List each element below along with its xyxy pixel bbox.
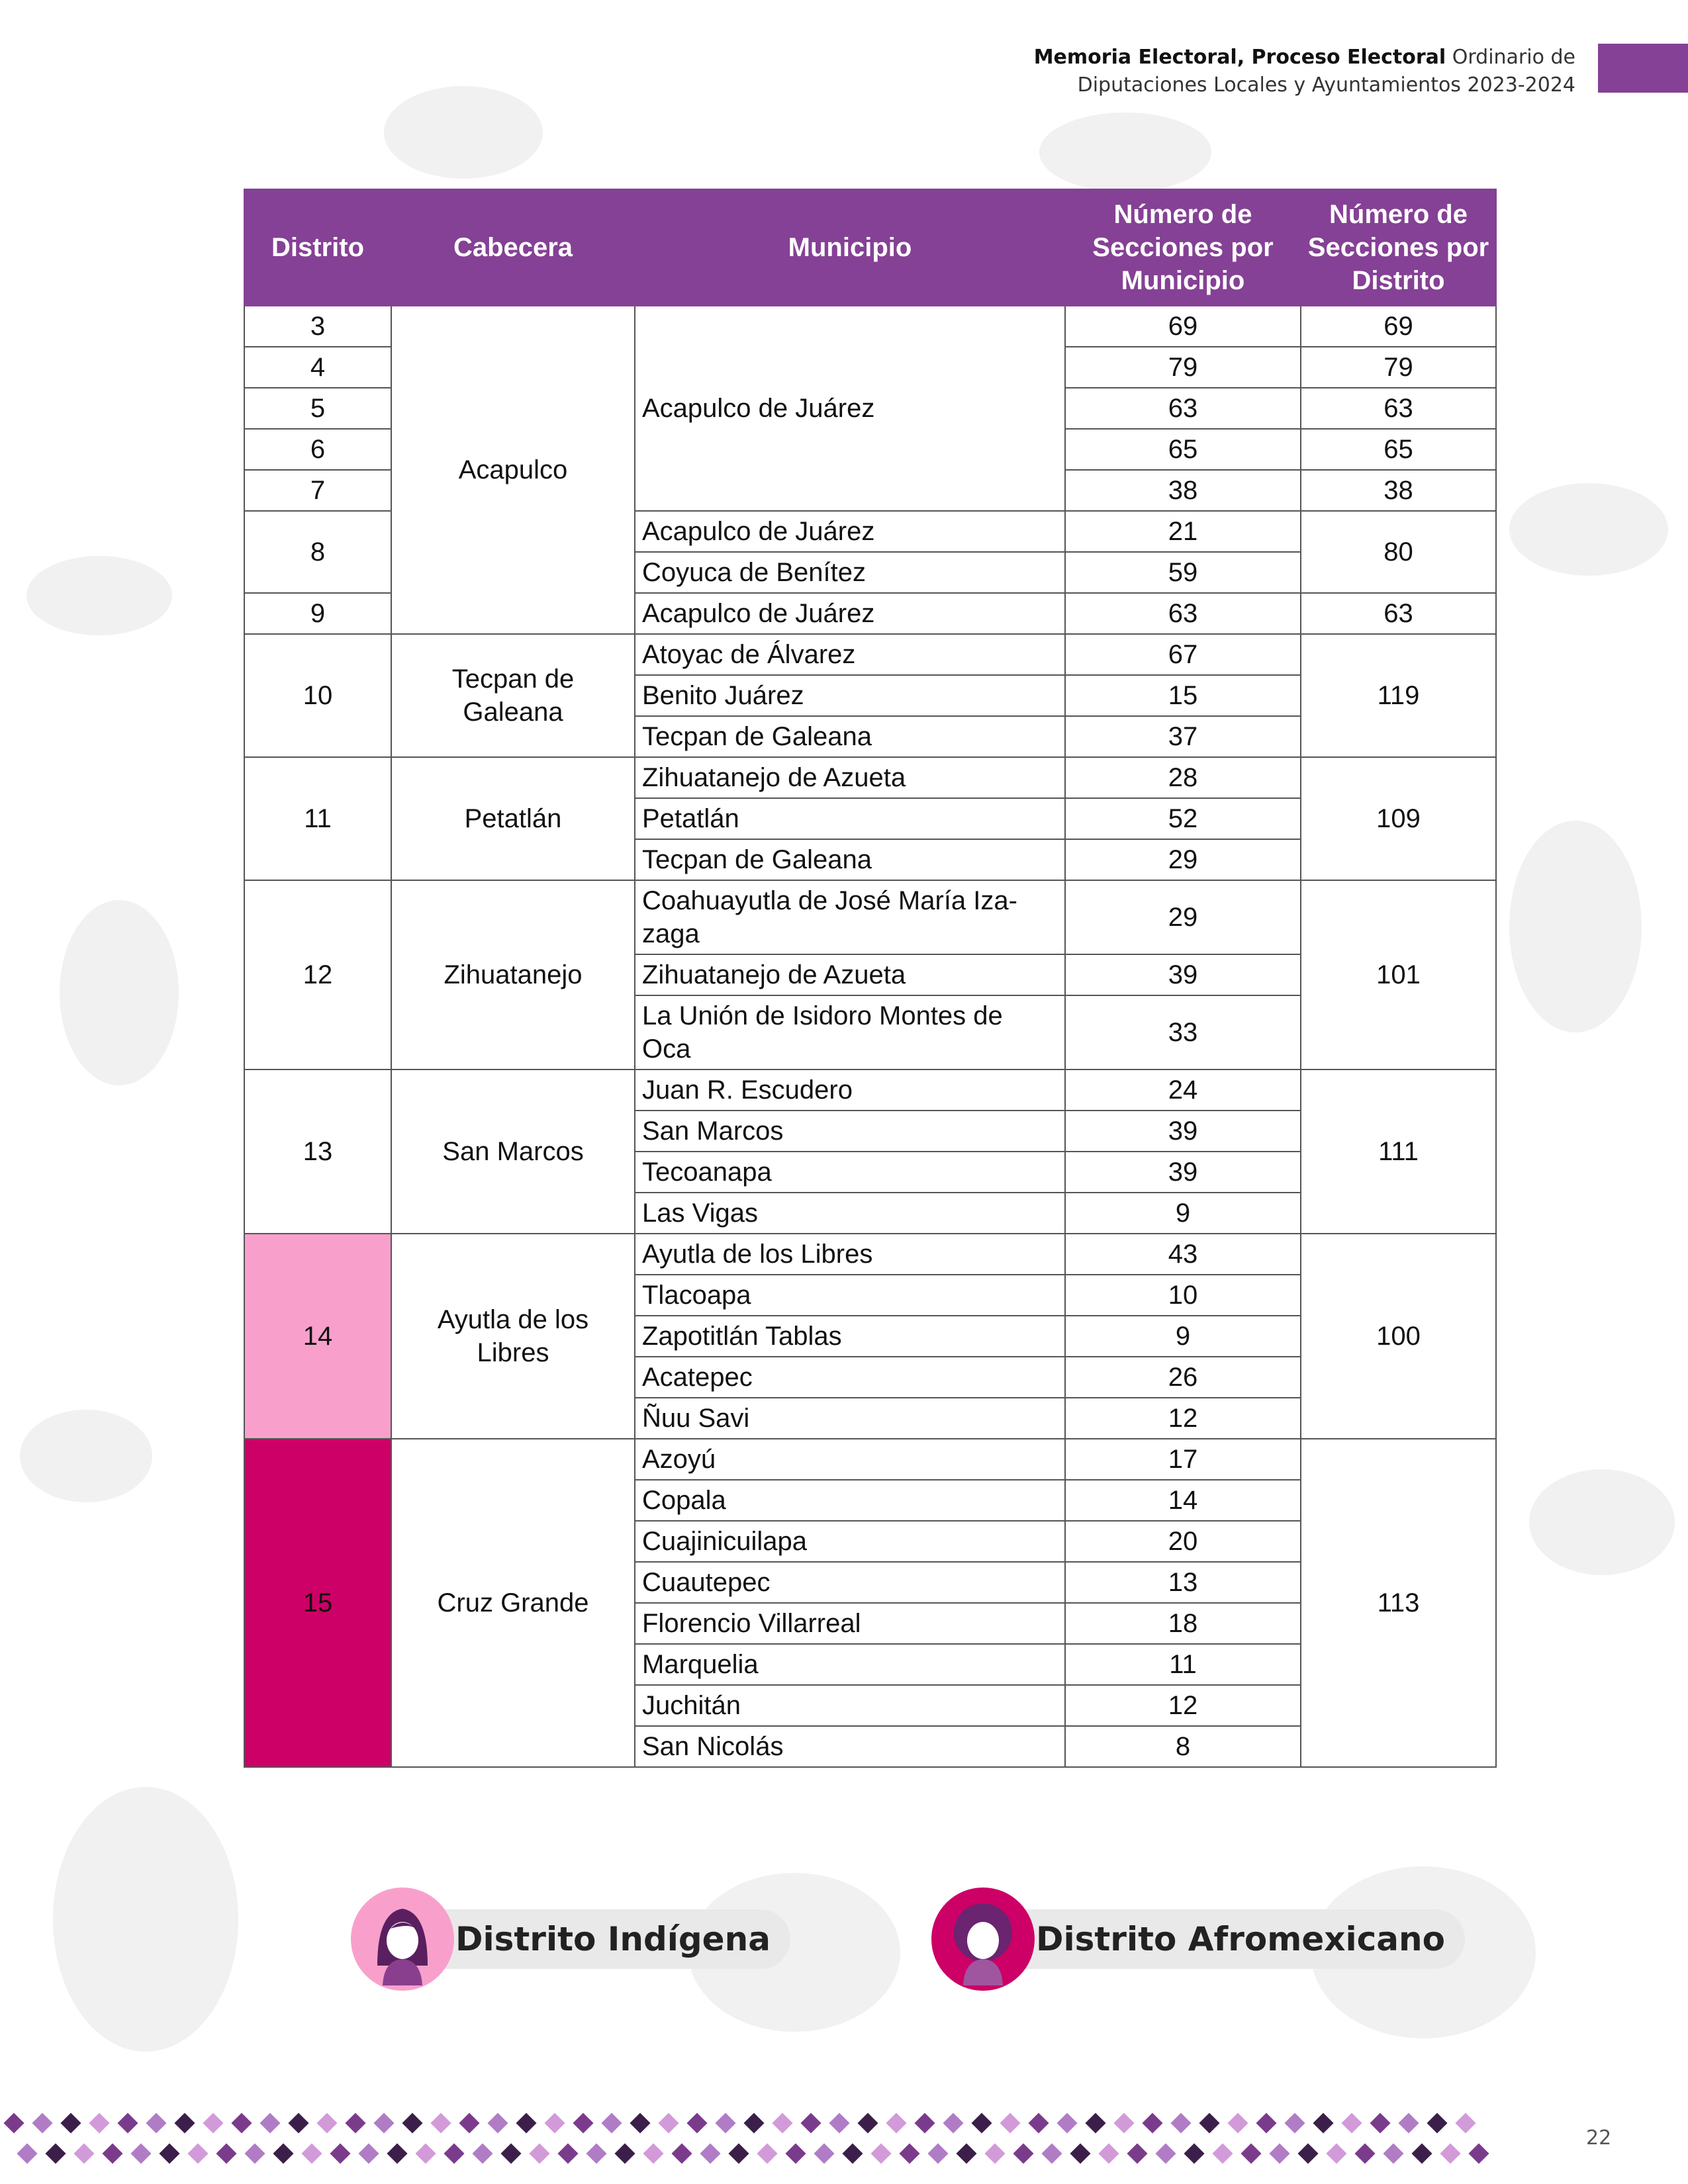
municipio-cell: Juchitán [635, 1685, 1065, 1726]
sec-dist-cell: 111 [1301, 1069, 1496, 1234]
embroidery-motif [1155, 2143, 1176, 2163]
sec-mun-cell: 13 [1065, 1562, 1301, 1603]
distrito-cell: 11 [244, 757, 391, 880]
embroidery-motif [402, 2113, 422, 2133]
embroidery-motif [857, 2113, 878, 2133]
municipio-cell: Tecpan de Galeana [635, 716, 1065, 757]
embroidery-motif [301, 2143, 322, 2163]
sec-mun-cell: 38 [1065, 470, 1301, 511]
woman-avatar-icon [930, 1886, 1036, 1992]
embroidery-border [0, 2108, 1503, 2174]
woman-avatar-icon [350, 1886, 455, 1992]
sec-mun-cell: 79 [1065, 347, 1301, 388]
distrito-cell: 4 [244, 347, 391, 388]
table-row [244, 306, 1496, 347]
embroidery-motif [728, 2143, 749, 2163]
embroidery-motif [516, 2113, 536, 2133]
sec-mun-cell: 63 [1065, 593, 1301, 634]
municipio-cell: Tlacoapa [635, 1275, 1065, 1316]
embroidery-motif [1341, 2113, 1362, 2133]
embroidery-motif [971, 2113, 992, 2133]
legend-indigena-label: Distrito Indígena [389, 1909, 790, 1969]
embroidery-motif [32, 2113, 52, 2133]
table-row [244, 1234, 1496, 1275]
embroidery-motif [870, 2143, 891, 2163]
distrito-cell: 12 [244, 880, 391, 1069]
sec-mun-cell: 11 [1065, 1644, 1301, 1685]
table-row [244, 757, 1496, 798]
cabecera-cell: Ayutla de los Libres [391, 1234, 635, 1439]
sec-mun-cell: 63 [1065, 388, 1301, 429]
embroidery-motif [1370, 2113, 1390, 2133]
embroidery-motif [743, 2113, 764, 2133]
municipio-cell: Petatlán [635, 798, 1065, 839]
cabecera-cell: Petatlán [391, 757, 635, 880]
sec-mun-cell: 8 [1065, 1726, 1301, 1767]
embroidery-motif [1256, 2113, 1276, 2133]
embroidery-motif [1241, 2143, 1261, 2163]
distrito-cell: 10 [244, 634, 391, 757]
municipio-cell: Acatepec [635, 1357, 1065, 1398]
sec-mun-cell: 29 [1065, 839, 1301, 880]
sec-dist-cell: 65 [1301, 429, 1496, 470]
municipio-cell: Benito Juárez [635, 675, 1065, 716]
sec-mun-cell: 52 [1065, 798, 1301, 839]
sec-mun-cell: 24 [1065, 1069, 1301, 1111]
municipio-cell: Coyuca de Benítez [635, 552, 1065, 593]
embroidery-motif [60, 2113, 81, 2133]
sec-mun-cell: 39 [1065, 954, 1301, 995]
embroidery-motif [216, 2143, 236, 2163]
embroidery-motif [573, 2113, 593, 2133]
municipio-cell: Ayutla de los Libres [635, 1234, 1065, 1275]
embroidery-motif [1098, 2143, 1119, 2163]
distrito-cell: 8 [244, 511, 391, 593]
distrito-cell: 7 [244, 470, 391, 511]
municipio-cell: San Marcos [635, 1111, 1065, 1152]
sec-dist-cell: 101 [1301, 880, 1496, 1069]
col-header-cabecera: Cabecera [391, 189, 635, 306]
sec-mun-cell: 43 [1065, 1234, 1301, 1275]
embroidery-motif [17, 2143, 37, 2163]
embroidery-motif [1427, 2113, 1447, 2133]
embroidery-motif [259, 2113, 280, 2133]
embroidery-motif [3, 2113, 24, 2133]
municipio-cell: Cuajinicuilapa [635, 1521, 1065, 1562]
districts-table [244, 189, 1497, 1768]
sec-dist-cell: 80 [1301, 511, 1496, 593]
header-subtitle: Diputaciones Locales y Ayuntamientos 2023-2024 [1077, 73, 1575, 97]
embroidery-motif [1085, 2113, 1105, 2133]
sec-dist-cell: 119 [1301, 634, 1496, 757]
municipio-cell: Florencio Villarreal [635, 1603, 1065, 1644]
embroidery-motif [487, 2113, 508, 2133]
sec-dist-cell: 109 [1301, 757, 1496, 880]
embroidery-motif [800, 2113, 821, 2133]
table-row [244, 1439, 1496, 1480]
embroidery-motif [1227, 2113, 1248, 2133]
sec-mun-cell: 39 [1065, 1152, 1301, 1193]
embroidery-motif [1398, 2113, 1419, 2133]
municipio-cell: Marquelia [635, 1644, 1065, 1685]
sec-mun-cell: 15 [1065, 675, 1301, 716]
cabecera-cell: Acapulco [391, 306, 635, 634]
embroidery-motif [244, 2143, 265, 2163]
document-header [1034, 44, 1575, 99]
sec-dist-cell: 38 [1301, 470, 1496, 511]
embroidery-motif [671, 2143, 692, 2163]
legend-afromexicano [930, 1886, 1460, 1992]
distrito-cell: 3 [244, 306, 391, 347]
header-accent-bar [1598, 44, 1688, 93]
col-header-municipio: Municipio [635, 189, 1065, 306]
sec-dist-cell: 69 [1301, 306, 1496, 347]
embroidery-motif [288, 2113, 308, 2133]
municipio-cell: Acapulco de Juárez [635, 593, 1065, 634]
embroidery-motif [1056, 2113, 1077, 2133]
embroidery-motif [700, 2143, 720, 2163]
embroidery-motif [601, 2113, 622, 2133]
embroidery-motif [984, 2143, 1005, 2163]
sec-mun-cell: 14 [1065, 1480, 1301, 1521]
embroidery-motif [785, 2143, 806, 2163]
sec-mun-cell: 10 [1065, 1275, 1301, 1316]
cabecera-cell: San Marcos [391, 1069, 635, 1234]
embroidery-motif [630, 2113, 650, 2133]
embroidery-motif [715, 2113, 735, 2133]
distrito-cell-indigena: 14 [244, 1234, 391, 1439]
embroidery-motif [387, 2143, 407, 2163]
embroidery-motif [130, 2143, 151, 2163]
embroidery-motif [586, 2143, 606, 2163]
embroidery-motif [472, 2143, 492, 2163]
cabecera-cell: Tecpan de Galeana [391, 634, 635, 757]
municipio-cell: Zapotitlán Tablas [635, 1316, 1065, 1357]
embroidery-motif [1383, 2143, 1403, 2163]
municipio-cell: Zihuatanejo de Azueta [635, 954, 1065, 995]
embroidery-motif [1013, 2143, 1033, 2163]
table-row [244, 634, 1496, 675]
embroidery-motif [1000, 2113, 1020, 2133]
sec-dist-cell: 79 [1301, 347, 1496, 388]
distrito-cell: 13 [244, 1069, 391, 1234]
municipio-cell: Acapulco de Juárez [635, 511, 1065, 552]
embroidery-motif [1297, 2143, 1318, 2163]
embroidery-motif [1184, 2143, 1204, 2163]
embroidery-motif [529, 2143, 549, 2163]
embroidery-motif [345, 2113, 365, 2133]
embroidery-motif [430, 2113, 451, 2133]
municipio-cell: Ñuu Savi [635, 1398, 1065, 1439]
embroidery-motif [231, 2113, 252, 2133]
sec-mun-cell: 21 [1065, 511, 1301, 552]
sec-mun-cell: 20 [1065, 1521, 1301, 1562]
embroidery-motif [187, 2143, 208, 2163]
sec-mun-cell: 9 [1065, 1316, 1301, 1357]
legend-afromexicano-label: Distrito Afromexicano [970, 1909, 1465, 1969]
municipio-cell: Las Vigas [635, 1193, 1065, 1234]
sec-dist-cell: 113 [1301, 1439, 1496, 1767]
embroidery-motif [956, 2143, 976, 2163]
table-row [244, 1069, 1496, 1111]
municipio-cell: Acapulco de Juárez [635, 306, 1065, 511]
sec-mun-cell: 33 [1065, 995, 1301, 1069]
sec-mun-cell: 28 [1065, 757, 1301, 798]
embroidery-motif [1440, 2143, 1460, 2163]
municipio-cell: La Unión de Isidoro Montes de Oca [635, 995, 1065, 1069]
municipio-cell: Copala [635, 1480, 1065, 1521]
embroidery-motif [1199, 2113, 1219, 2133]
distrito-cell: 5 [244, 388, 391, 429]
embroidery-motif [814, 2143, 834, 2163]
sec-dist-cell: 63 [1301, 388, 1496, 429]
embroidery-motif [1113, 2113, 1134, 2133]
municipio-cell: Juan R. Escudero [635, 1069, 1065, 1111]
embroidery-motif [1127, 2143, 1147, 2163]
municipio-cell: Azoyú [635, 1439, 1065, 1480]
header-title-bold: Memoria Electoral, Proceso Electoral [1033, 46, 1446, 69]
embroidery-motif [459, 2113, 479, 2133]
page-number: 22 [1586, 2126, 1612, 2150]
sec-mun-cell: 67 [1065, 634, 1301, 675]
sec-mun-cell: 12 [1065, 1685, 1301, 1726]
embroidery-motif [1468, 2143, 1489, 2163]
sec-mun-cell: 65 [1065, 429, 1301, 470]
embroidery-motif [415, 2143, 436, 2163]
embroidery-motif [1142, 2113, 1162, 2133]
sec-mun-cell: 37 [1065, 716, 1301, 757]
municipio-cell: Coahuayutla de José María Iza-zaga [635, 880, 1065, 954]
embroidery-motif [772, 2113, 792, 2133]
col-header-secciones-distrito: Número de Secciones por Distrito [1301, 189, 1496, 306]
sec-dist-cell: 100 [1301, 1234, 1496, 1439]
sec-mun-cell: 29 [1065, 880, 1301, 954]
embroidery-motif [500, 2143, 521, 2163]
embroidery-motif [1313, 2113, 1333, 2133]
municipio-cell: Zihuatanejo de Azueta [635, 757, 1065, 798]
embroidery-motif [273, 2143, 293, 2163]
embroidery-motif [1041, 2143, 1062, 2163]
sec-mun-cell: 18 [1065, 1603, 1301, 1644]
embroidery-motif [1070, 2143, 1090, 2163]
municipio-cell: San Nicolás [635, 1726, 1065, 1767]
embroidery-motif [544, 2113, 565, 2133]
sec-mun-cell: 17 [1065, 1439, 1301, 1480]
municipio-cell: Cuautepec [635, 1562, 1065, 1603]
embroidery-motif [102, 2143, 122, 2163]
embroidery-motif [1028, 2113, 1049, 2133]
embroidery-motif [1170, 2113, 1191, 2133]
embroidery-motif [658, 2113, 679, 2133]
embroidery-motif [927, 2143, 948, 2163]
embroidery-motif [358, 2143, 379, 2163]
embroidery-motif [1212, 2143, 1233, 2163]
embroidery-motif [89, 2113, 109, 2133]
embroidery-motif [73, 2143, 94, 2163]
distrito-cell: 6 [244, 429, 391, 470]
embroidery-motif [643, 2143, 663, 2163]
header-title-rest: Ordinario de [1452, 46, 1575, 69]
legend-indigena [350, 1886, 786, 1992]
municipio-cell: Tecpan de Galeana [635, 839, 1065, 880]
embroidery-motif [159, 2143, 179, 2163]
embroidery-motif [1354, 2143, 1375, 2163]
embroidery-motif [886, 2113, 906, 2133]
embroidery-motif [686, 2113, 707, 2133]
distrito-cell-afromexicano: 15 [244, 1439, 391, 1767]
embroidery-motif [557, 2143, 578, 2163]
sec-mun-cell: 12 [1065, 1398, 1301, 1439]
embroidery-motif [174, 2113, 195, 2133]
embroidery-motif [45, 2143, 66, 2163]
embroidery-motif [203, 2113, 223, 2133]
cabecera-cell: Zihuatanejo [391, 880, 635, 1069]
embroidery-motif [1284, 2113, 1305, 2133]
embroidery-motif [614, 2143, 635, 2163]
embroidery-motif [829, 2113, 849, 2133]
col-header-distrito: Distrito [244, 189, 391, 306]
sec-mun-cell: 9 [1065, 1193, 1301, 1234]
municipio-cell: Tecoanapa [635, 1152, 1065, 1193]
embroidery-motif [914, 2113, 935, 2133]
embroidery-motif [943, 2113, 963, 2133]
embroidery-motif [373, 2113, 394, 2133]
table-row [244, 880, 1496, 954]
table-header-row [244, 189, 1496, 306]
embroidery-motif [1411, 2143, 1432, 2163]
embroidery-motif [1326, 2143, 1346, 2163]
embroidery-motif [1269, 2143, 1289, 2163]
embroidery-motif [842, 2143, 863, 2163]
embroidery-motif [1455, 2113, 1476, 2133]
embroidery-motif [316, 2113, 337, 2133]
sec-mun-cell: 59 [1065, 552, 1301, 593]
distrito-cell: 9 [244, 593, 391, 634]
sec-mun-cell: 69 [1065, 306, 1301, 347]
municipio-cell: Atoyac de Álvarez [635, 634, 1065, 675]
embroidery-motif [330, 2143, 350, 2163]
sec-mun-cell: 26 [1065, 1357, 1301, 1398]
embroidery-motif [757, 2143, 777, 2163]
embroidery-motif [146, 2113, 166, 2133]
embroidery-motif [444, 2143, 464, 2163]
sec-mun-cell: 39 [1065, 1111, 1301, 1152]
col-header-secciones-municipio: Número de Secciones por Municipio [1065, 189, 1301, 306]
embroidery-motif [899, 2143, 919, 2163]
sec-dist-cell: 63 [1301, 593, 1496, 634]
cabecera-cell: Cruz Grande [391, 1439, 635, 1767]
embroidery-motif [117, 2113, 138, 2133]
